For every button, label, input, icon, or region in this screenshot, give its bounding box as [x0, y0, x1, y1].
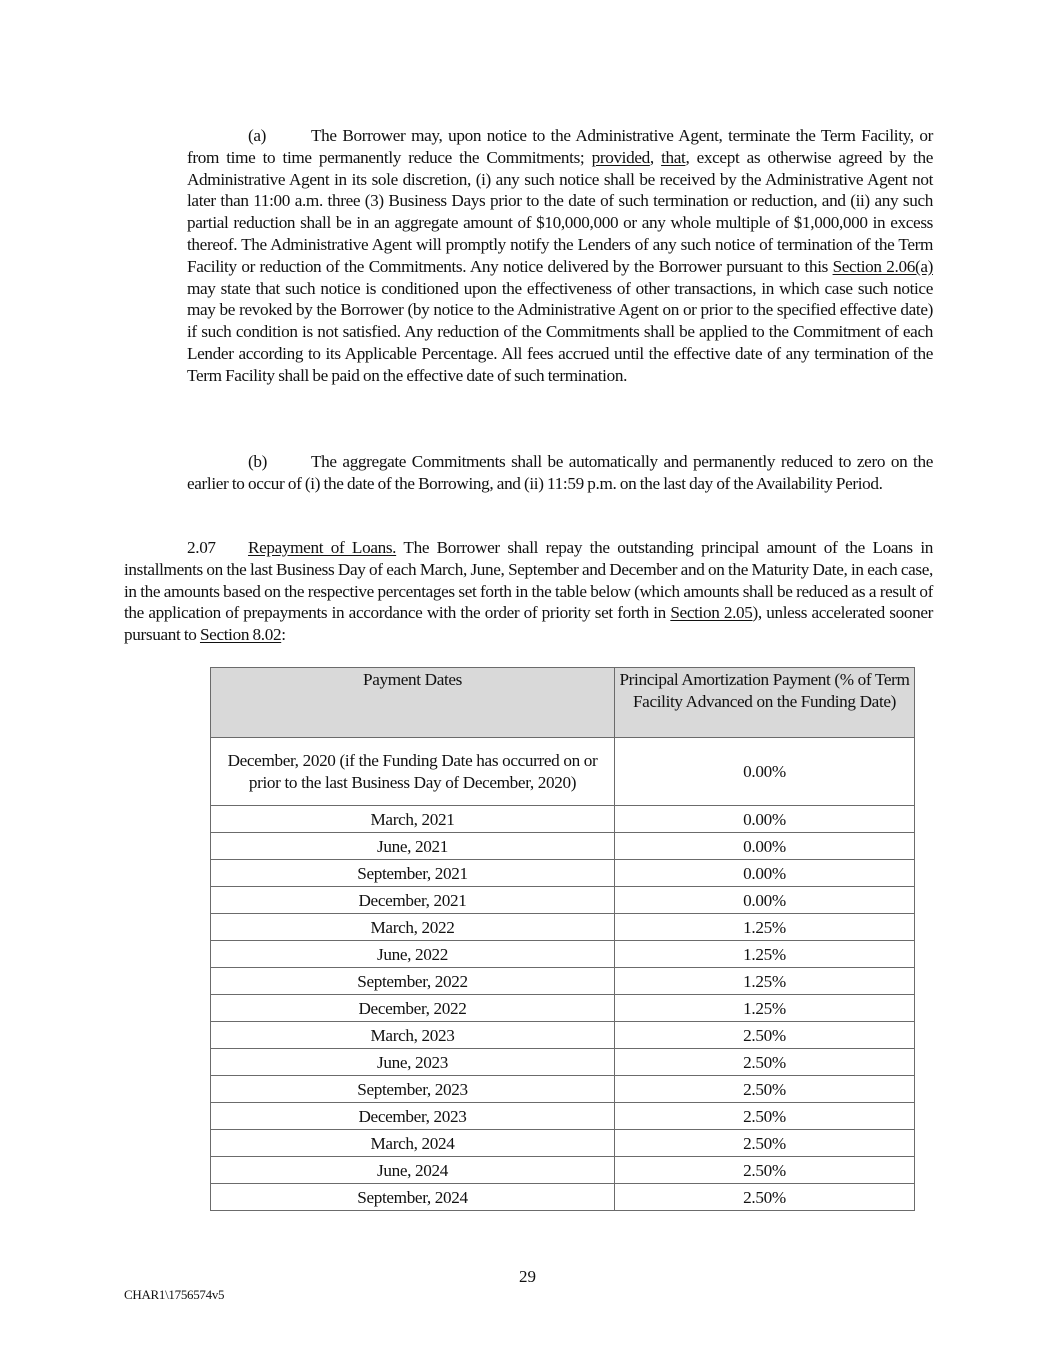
table-row: March, 2024 2.50%: [211, 1130, 915, 1157]
table-row: June, 2021 0.00%: [211, 833, 915, 860]
table-row: September, 2024 2.50%: [211, 1184, 915, 1211]
document-id: CHAR1\1756574v5: [124, 1287, 225, 1302]
table-row: June, 2023 2.50%: [211, 1049, 915, 1076]
table-row: March, 2021 0.00%: [211, 806, 915, 833]
that-term: that: [661, 147, 686, 167]
table-row: September, 2021 0.00%: [211, 860, 915, 887]
table-row: March, 2023 2.50%: [211, 1022, 915, 1049]
table-row: March, 2022 1.25%: [211, 914, 915, 941]
table-row: December, 2021 0.00%: [211, 887, 915, 914]
paragraph-a-label: (a): [248, 126, 267, 145]
table-row: June, 2022 1.25%: [211, 941, 915, 968]
table-row: June, 2024 2.50%: [211, 1157, 915, 1184]
table-row: September, 2023 2.50%: [211, 1076, 915, 1103]
amortization-table: [210, 667, 915, 1211]
section-heading: Repayment of Loans.: [248, 538, 397, 557]
table-header-row: [211, 668, 915, 738]
paragraph-a: (a) The Borrower may, upon notice to the Administrative Agent, terminate the Term Facility, or from time to time permanently reduce the Commitments; provided, that, except as otherwise agreed by the Administrative Agent in its sole discretion, (i) any such notice shall be received by the Administrative Agent not later than 11:00 a.m. three (3) Business Days prior to the date of such termination or reduction, and (ii) any such partial reduction shall be in an aggregate amount of $10,000,000 or any whole multiple of $1,000,000 in excess thereof. The Administrative Agent will promptly notify the Lenders of any such notice of termination of the Term Facility or reduction of the Commitments. Any notice delivered by the Borrower pursuant to this Section 2.06(a) may state that such notice is conditioned upon the effectiveness of other transactions, in which case such notice may be revoked by the Borrower (by notice to the Administrative Agent on or prior to the specified effective date) if such condition is not satisfied. Any reduction of the Commitments shall be applied to the Commitment of each Lender according to its Applicable Percentage. All fees accrued until the effective date of any termination of the Term Facility shall be paid on the effective date of such termination.: [187, 126, 933, 385]
section-2-06a-link: Section 2.06(a): [832, 256, 933, 276]
section-8-02-link: Section 8.02: [199, 625, 282, 645]
section-2-07: 2.07 Repayment of Loans. The Borrower shall repay the outstanding principal amount of the Loans in installments on the last Business Day of each March, June, September and December and on the Maturity Date, in each case, in the amounts based on the respective percentages set forth in the table below (which amounts shall be reduced as a result of the application of prepayments in accordance with the order of priority set forth in Section 2.05), unless accelerated sooner pursuant to Section 8.02:: [124, 538, 934, 645]
section-number: 2.07: [187, 538, 216, 557]
provided-term: provided: [591, 147, 650, 167]
header-amortization-payment: Principal Amortization Payment (% of Term Facility Advanced on the Funding Date): [615, 668, 915, 738]
section-2-05-link: Section 2.05: [670, 603, 753, 623]
table-row: December, 2022 1.25%: [211, 995, 915, 1022]
paragraph-b-label: (b): [248, 452, 267, 471]
paragraph-b: (b) The aggregate Commitments shall be automatically and permanently reduced to zero on the earlier to occur of (i) the date of the Borrowing, and (ii) 11:59 p.m. on the last day of the Availability Period.: [187, 452, 933, 493]
table-row: December, 2023 2.50%: [211, 1103, 915, 1130]
table-row: September, 2022 1.25%: [211, 968, 915, 995]
page-number: 29: [519, 1267, 536, 1286]
table-row: December, 2020 (if the Funding Date has occurred on or prior to the last Business Day of December, 2020) 0.00%: [211, 738, 915, 806]
header-payment-dates: Payment Dates: [211, 668, 615, 738]
